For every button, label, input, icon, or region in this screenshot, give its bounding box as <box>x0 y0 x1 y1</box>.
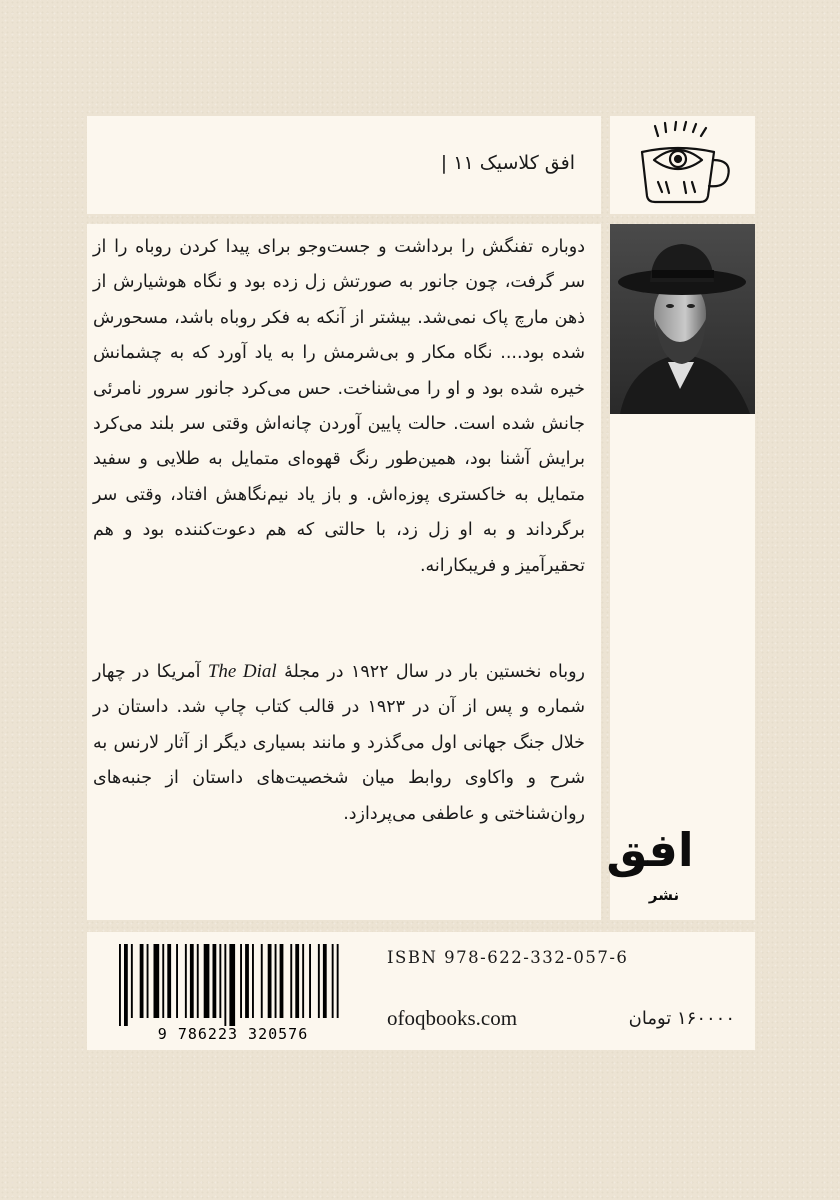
publisher-logo-text: افق <box>606 823 694 877</box>
logo-panel <box>610 116 755 214</box>
blurb-paragraph-2-part-2: آمریکا در چهار شماره و پس از آن در ۱۹۲۳ در قالب کتاب چاپ شد. داستان در خلال جنگ جهانی اول می‌گذرد و مانند بسیاری دیگر از آثار لارنس به شرح و واکاوی روابط میان شخصیت‌های داستان از جنبه‌های روان‌شناختی و عاطفی می‌پردازد. <box>93 662 585 824</box>
barcode-bar <box>140 944 144 1018</box>
author-portrait <box>610 224 755 414</box>
barcode-bar <box>154 944 160 1018</box>
barcode-bar <box>275 944 277 1018</box>
barcode-bar <box>290 944 292 1018</box>
barcode-bar <box>131 944 133 1018</box>
barcode-bar <box>252 944 254 1018</box>
series-label: افق کلاسیک ۱۱ | <box>440 152 575 174</box>
barcode-bar <box>309 944 311 1018</box>
barcode-bar <box>323 944 327 1018</box>
barcode-bar <box>280 944 284 1018</box>
magazine-title: The Dial <box>207 661 277 682</box>
barcode-bar <box>245 944 249 1018</box>
barcode-bar <box>167 944 171 1018</box>
blurb-panel <box>87 224 601 920</box>
price-label: ۱۶۰۰۰۰ تومان <box>628 1008 735 1029</box>
barcode-bar <box>119 944 121 1026</box>
barcode-bar <box>190 944 194 1018</box>
barcode-bar <box>295 944 299 1018</box>
series-panel <box>87 116 601 214</box>
barcode-bar <box>332 944 334 1018</box>
barcode-bar <box>261 944 263 1018</box>
isbn-number: ISBN 978-622-332-057-6 <box>387 948 629 967</box>
barcode-bar <box>337 944 339 1018</box>
blurb-paragraph-2-part-1: روباه نخستین بار در سال ۱۹۲۲ در مجلهٔ <box>276 662 586 682</box>
barcode-panel <box>87 932 755 1050</box>
publisher-logo <box>606 796 694 916</box>
side-panel <box>606 224 755 920</box>
publisher-logo-subtext: نشر <box>648 886 680 904</box>
barcode-bar <box>197 944 199 1018</box>
barcode-bar <box>204 944 210 1018</box>
barcode-bar <box>268 944 272 1018</box>
barcode-bar <box>302 944 304 1018</box>
barcode-bar <box>318 944 320 1018</box>
barcode-bar <box>240 944 242 1018</box>
barcode-bar <box>229 944 235 1026</box>
barcode-bar <box>219 944 221 1018</box>
barcode-bar <box>124 944 128 1026</box>
barcode-bar <box>176 944 178 1018</box>
barcode-bar <box>162 944 164 1018</box>
barcode-bar <box>213 944 217 1018</box>
barcode <box>99 942 367 1042</box>
barcode-digits: 9 786223 320576 <box>157 1025 309 1043</box>
blurb-paragraph-2 <box>93 654 585 832</box>
eye-cup-icon <box>628 120 738 210</box>
blurb-paragraph-1: دوباره تفنگش را برداشت و جست‌وجو برای پیدا کردن روباه را از سر گرفت، چون جانور به صورتش زل زده بود و نگاه هوشیارش از ذهن مارچ پاک نمی‌شد. بیشتر از آنکه به فکر روباه باشد، مسحورش شده بود.... نگاه مکار و بی‌شرمش را به یاد آورد که به چشمانش خیره شده بود و او را می‌شناخت. حس می‌کرد جانور سرور نامرئی جانش شده است. حالت پایین آوردن چانه‌اش وقتی سر بلند می‌کرد برایش آشنا بود، همین‌طور رنگ قهوه‌ای متمایل به طلایی و سفید متمایل به خاکستری پوزه‌اش. و باز یاد نیم‌نگاهش افتاد، وقتی سر برگرداند و به او زل زد، با حالتی که هم دعوت‌کننده بود و هم تحقیرآمیز و فریبکارانه. <box>93 237 585 576</box>
barcode-bar <box>185 944 187 1018</box>
barcode-bar <box>147 944 149 1018</box>
website-link: ofoqbooks.com <box>387 1006 518 1030</box>
barcode-bar <box>224 944 226 1026</box>
